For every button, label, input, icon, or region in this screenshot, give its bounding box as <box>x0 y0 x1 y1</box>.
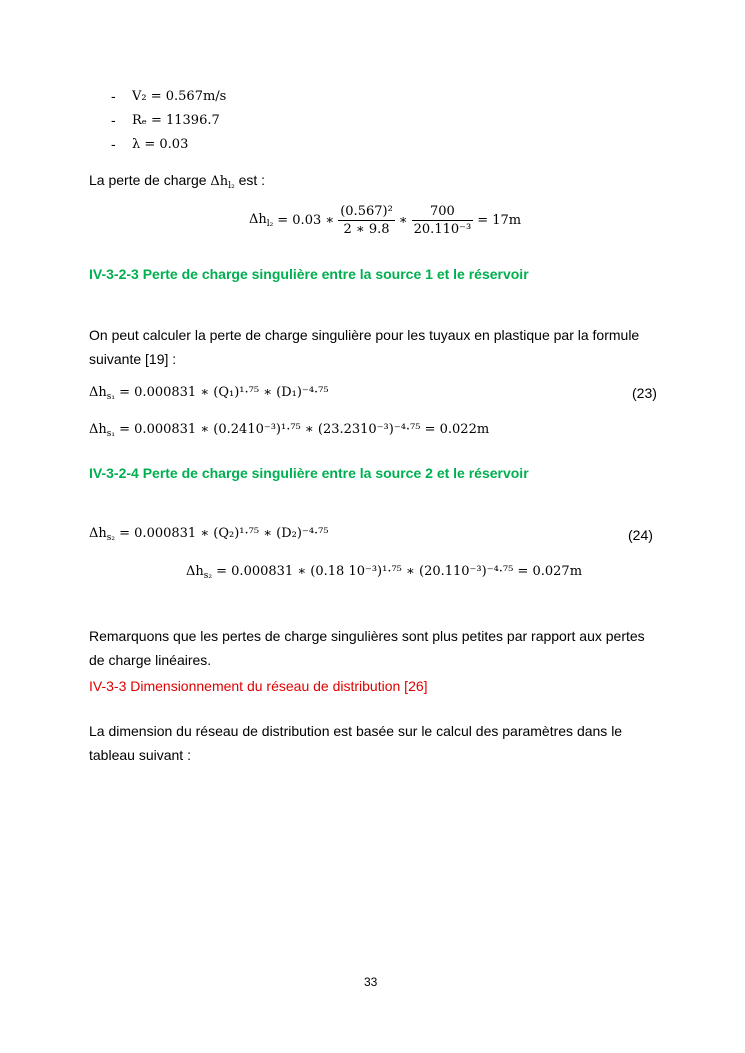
intro-symbol: Δh <box>210 174 229 189</box>
paragraph-line: suivante [19] : <box>89 351 177 367</box>
fraction-length-diameter <box>412 204 474 237</box>
eq-lhs-sub: l₂ <box>266 219 274 229</box>
fraction-denominator: 20.110⁻³ <box>413 222 472 237</box>
intro-suffix: est : <box>234 172 266 188</box>
equation-number-23: (23) <box>632 385 657 401</box>
fraction-velocity <box>338 204 395 237</box>
bullet-dash: - <box>111 88 116 104</box>
equation-24 <box>89 526 329 543</box>
eq-body: = 0.000831 ∗ (0.18 10⁻³)¹·⁷⁵ ∗ (20.110⁻³)⁻⁴·⁷⁵ = 0.027m <box>216 564 583 579</box>
section-heading-3-3: IV-3-3 Dimensionnement du réseau de distribution [26] <box>89 678 428 694</box>
paragraph-line: tableau suivant : <box>89 747 191 763</box>
intro-prefix: La perte de charge <box>89 172 211 188</box>
eq-lhs-sub: s₂ <box>106 533 115 543</box>
bullet-dash: - <box>111 112 116 128</box>
paragraph-line: La dimension du réseau de distribution est basée sur le calcul des paramètres dans le <box>89 723 623 739</box>
eq-result: = 17m <box>477 213 522 228</box>
equation-number-24: (24) <box>628 527 653 543</box>
eq-body: = 0.000831 ∗ (Q₁)¹·⁷⁵ ∗ (D₁)⁻⁴·⁷⁵ <box>119 385 329 400</box>
section-heading-3-2-4: IV-3-2-4 Perte de charge singulière entre la source 2 et le réservoir <box>89 465 529 481</box>
page-number: 33 <box>364 975 378 989</box>
equation-23-calculation <box>89 422 489 439</box>
eq-lhs: Δh <box>89 526 107 541</box>
eq-lhs: Δh <box>186 564 204 579</box>
bullet-velocity: V₂ = 0.567m/s <box>132 89 227 104</box>
paragraph-line: de charge linéaires. <box>89 652 212 668</box>
eq-body: = 0.000831 ∗ (0.2410⁻³)¹·⁷⁵ ∗ (23.2310⁻³)⁻⁴·⁷⁵ = 0.022m <box>119 422 490 437</box>
eq-lhs-sub: s₂ <box>203 571 212 581</box>
fraction-numerator: 700 <box>412 204 474 221</box>
equation-linear-loss <box>249 204 521 237</box>
bullet-dash: - <box>111 136 116 152</box>
fraction-numerator: (0.567)² <box>340 204 393 219</box>
intro-symbol-sub: l₂ <box>228 181 235 191</box>
paragraph-line: On peut calculer la perte de charge singulière pour les tuyaux en plastique par la formule <box>89 327 640 343</box>
eq-lhs: Δh <box>89 385 107 400</box>
eq-body: = 0.000831 ∗ (Q₂)¹·⁷⁵ ∗ (D₂)⁻⁴·⁷⁵ <box>119 526 329 541</box>
equation-24-calculation <box>186 564 582 581</box>
section-heading-3-2-3: IV-3-2-3 Perte de charge singulière entre la source 1 et le réservoir <box>89 266 529 282</box>
eq-lhs: Δh <box>89 422 107 437</box>
eq-lhs-sub: s₁ <box>106 429 115 439</box>
eq-coef: = 0.03 ∗ <box>277 213 335 228</box>
eq-lhs: Δh <box>249 212 267 227</box>
intro-line <box>89 172 265 191</box>
eq-lhs-sub: s₁ <box>106 392 115 402</box>
bullet-reynolds: Rₑ = 11396.7 <box>132 113 220 128</box>
bullet-lambda: λ = 0.03 <box>132 137 189 152</box>
paragraph-line: Remarquons que les pertes de charge singulières sont plus petites par rapport aux pertes <box>89 628 645 644</box>
equation-23 <box>89 385 329 402</box>
fraction-denominator: 2 ∗ 9.8 <box>343 222 390 237</box>
eq-mult: ∗ <box>398 213 408 228</box>
